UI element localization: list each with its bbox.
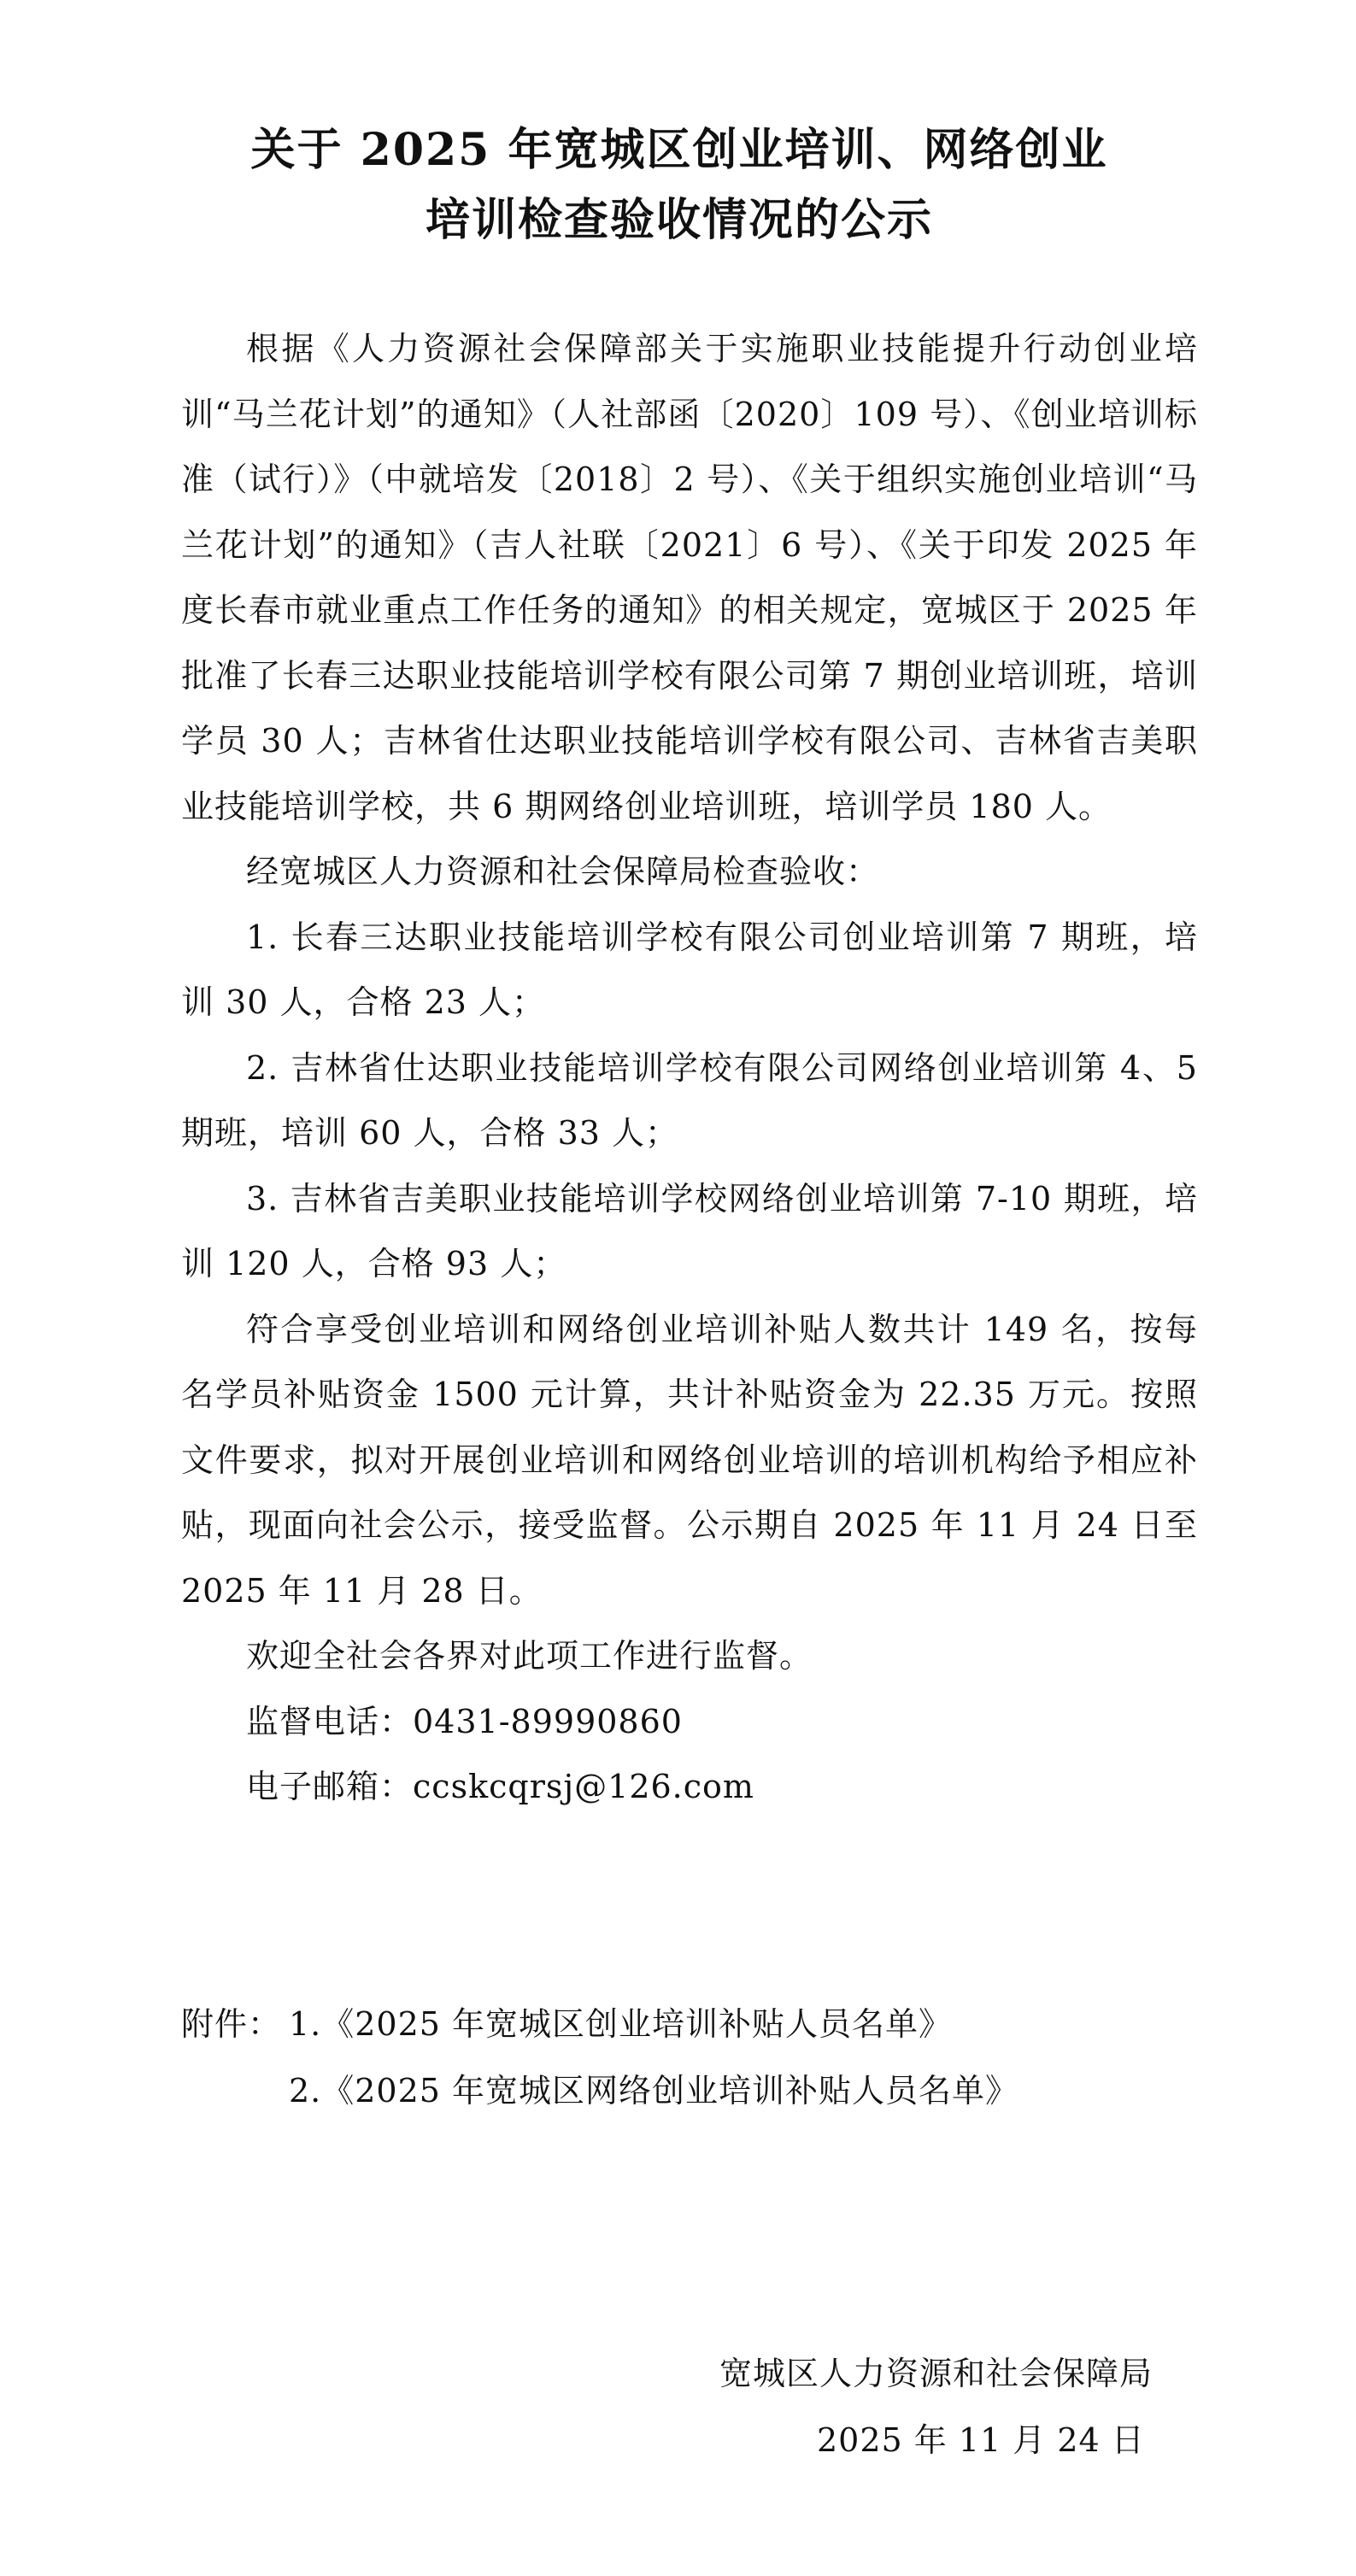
attachment-item-1: 1.《2025 年宽城区创业培训补贴人员名单》 xyxy=(289,2005,953,2043)
signature-date: 2025 年 11 月 24 日 xyxy=(817,2421,1145,2459)
paragraph-inspection-intro: 经宽城区人力资源和社会保障局检查验收： xyxy=(246,853,880,890)
paragraph-subsidy: 符合享受创业培训和网络创业培训补贴人数共计 149 名，按每名学员补贴资金 1500 元计算，共计补贴资金为 22.35 万元。按照文件要求，拟对开展创业培训和网络创业培训的培训机构给予相应补贴，现面向社会公示，接受监督。公示期自 2025 年 11 月 24 日至 2025 年 11 月 28 日。 xyxy=(181,1310,1198,1610)
signature-organization: 宽城区人力资源和社会保障局 xyxy=(719,2355,1153,2392)
attachment-row-2 xyxy=(181,2057,1206,2124)
document-body xyxy=(181,316,1198,1820)
attachment-row-1 xyxy=(181,1991,1206,2057)
attachments-block xyxy=(181,1991,1206,2124)
paragraph-item-2: 2. 吉林省仕达职业技能培训学校有限公司网络创业培训第 4、5 期班，培训 60 人，合格 33 人； xyxy=(181,1048,1198,1152)
attachment-item-2: 2.《2025 年宽城区网络创业培训补贴人员名单》 xyxy=(289,2072,1019,2110)
paragraph-item-1: 1. 长春三达职业技能培训学校有限公司创业培训第 7 期班，培训 30 人，合格 23 人； xyxy=(181,918,1198,1021)
document-title-line-1: 关于 2025 年宽城区创业培训、网络创业 xyxy=(250,124,1108,176)
paragraph-email: 电子邮箱：ccskcqrsj@126.com xyxy=(246,1768,754,1805)
paragraph-basis: 根据《人力资源社会保障部关于实施职业技能提升行动创业培训“马兰花计划”的通知》（人社部函〔2020〕109 号）、《创业培训标准（试行）》（中就培发〔2018〕2 号）、《关于组织实施创业培训“马兰花计划”的通知》（吉人社联〔2021〕6 号）、《关于印发 2025 年度长春市就业重点工作任务的通知》的相关规定，宽城区于 2025 年批准了长春三达职业技能培训学校有限公司第 7 期创业培训班，培训学员 30 人；吉林省仕达职业技能培训学校有限公司、吉林省吉美职业技能培训学校，共 6 期网络创业培训班，培训学员 180 人。 xyxy=(181,330,1198,825)
attachments-label: 附件： xyxy=(181,2005,282,2043)
paragraph-item-3: 3. 吉林省吉美职业技能培训学校网络创业培训第 7-10 期班，培训 120 人，合格 93 人； xyxy=(181,1179,1198,1282)
paragraph-phone: 监督电话：0431-89990860 xyxy=(246,1702,683,1740)
document-title-line-2: 培训检查验收情况的公示 xyxy=(425,194,933,246)
paragraph-welcome: 欢迎全社会各界对此项工作进行监督。 xyxy=(246,1637,813,1675)
